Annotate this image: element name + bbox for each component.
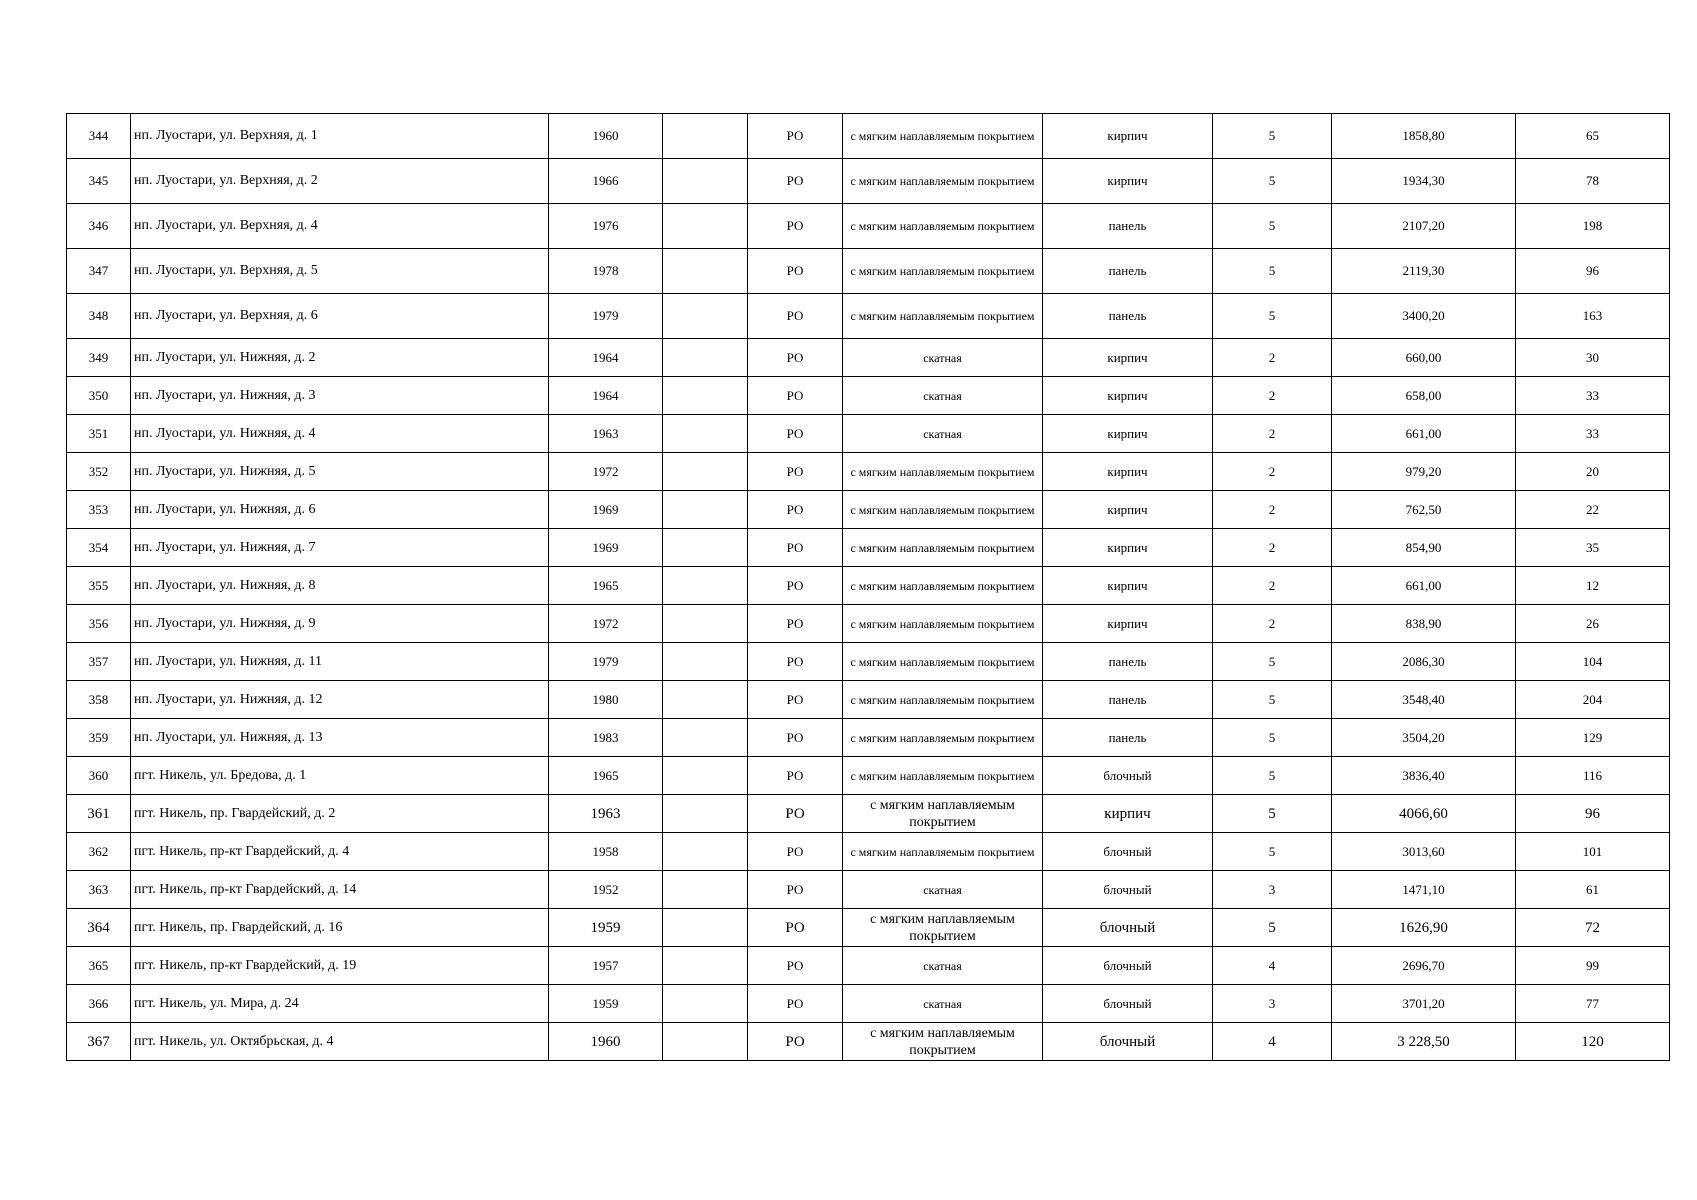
address-cell: нп. Луостари, ул. Нижняя, д. 8	[131, 567, 549, 605]
wall-material-cell: кирпич	[1043, 567, 1213, 605]
floors-cell: 2	[1213, 491, 1332, 529]
residents-cell: 30	[1516, 339, 1670, 377]
area-cell: 4066,60	[1332, 795, 1516, 833]
housing-register-table	[66, 113, 1670, 1061]
residents-cell: 198	[1516, 204, 1670, 249]
roof-type-cell: с мягким наплавляемым покрытием	[843, 491, 1043, 529]
residents-cell: 163	[1516, 294, 1670, 339]
residents-cell: 33	[1516, 415, 1670, 453]
area-cell: 979,20	[1332, 453, 1516, 491]
area-cell: 2086,30	[1332, 643, 1516, 681]
area-cell: 660,00	[1332, 339, 1516, 377]
area-cell: 3013,60	[1332, 833, 1516, 871]
table-row	[67, 719, 1670, 757]
floors-cell: 5	[1213, 643, 1332, 681]
area-cell: 1934,30	[1332, 159, 1516, 204]
program-type-cell: РО	[748, 871, 843, 909]
program-type-cell: РО	[748, 681, 843, 719]
floors-cell: 3	[1213, 871, 1332, 909]
address-cell: нп. Луостари, ул. Нижняя, д. 5	[131, 453, 549, 491]
year-built-cell: 1966	[549, 159, 663, 204]
wall-material-cell: кирпич	[1043, 529, 1213, 567]
roof-type-cell: с мягким наплавляемым покрытием	[843, 453, 1043, 491]
address-cell: нп. Луостари, ул. Верхняя, д. 6	[131, 294, 549, 339]
wall-material-cell: кирпич	[1043, 453, 1213, 491]
address-cell: нп. Луостари, ул. Нижняя, д. 9	[131, 605, 549, 643]
empty-cell	[663, 1023, 748, 1061]
wall-material-cell: панель	[1043, 294, 1213, 339]
area-cell: 1471,10	[1332, 871, 1516, 909]
table-row	[67, 204, 1670, 249]
wall-material-cell: кирпич	[1043, 159, 1213, 204]
floors-cell: 2	[1213, 529, 1332, 567]
program-type-cell: РО	[748, 1023, 843, 1061]
residents-cell: 104	[1516, 643, 1670, 681]
program-type-cell: РО	[748, 339, 843, 377]
empty-cell	[663, 871, 748, 909]
program-type-cell: РО	[748, 159, 843, 204]
year-built-cell: 1958	[549, 833, 663, 871]
empty-cell	[663, 159, 748, 204]
address-cell: нп. Луостари, ул. Нижняя, д. 4	[131, 415, 549, 453]
program-type-cell: РО	[748, 249, 843, 294]
table-row	[67, 833, 1670, 871]
area-cell: 2696,70	[1332, 947, 1516, 985]
empty-cell	[663, 339, 748, 377]
empty-cell	[663, 294, 748, 339]
empty-cell	[663, 377, 748, 415]
program-type-cell: РО	[748, 985, 843, 1023]
year-built-cell: 1965	[549, 757, 663, 795]
wall-material-cell: панель	[1043, 643, 1213, 681]
year-built-cell: 1979	[549, 643, 663, 681]
residents-cell: 12	[1516, 567, 1670, 605]
roof-type-cell: скатная	[843, 871, 1043, 909]
year-built-cell: 1960	[549, 1023, 663, 1061]
floors-cell: 2	[1213, 377, 1332, 415]
residents-cell: 65	[1516, 114, 1670, 159]
area-cell: 661,00	[1332, 415, 1516, 453]
row-number-cell: 360	[67, 757, 131, 795]
residents-cell: 33	[1516, 377, 1670, 415]
year-built-cell: 1959	[549, 909, 663, 947]
wall-material-cell: панель	[1043, 204, 1213, 249]
area-cell: 762,50	[1332, 491, 1516, 529]
area-cell: 2107,20	[1332, 204, 1516, 249]
address-cell: пгт. Никель, пр-кт Гвардейский, д. 19	[131, 947, 549, 985]
table-row	[67, 643, 1670, 681]
wall-material-cell: кирпич	[1043, 114, 1213, 159]
row-number-cell: 354	[67, 529, 131, 567]
empty-cell	[663, 605, 748, 643]
roof-type-cell: скатная	[843, 985, 1043, 1023]
empty-cell	[663, 681, 748, 719]
program-type-cell: РО	[748, 757, 843, 795]
address-cell: нп. Луостари, ул. Нижняя, д. 2	[131, 339, 549, 377]
row-number-cell: 357	[67, 643, 131, 681]
empty-cell	[663, 415, 748, 453]
area-cell: 1858,80	[1332, 114, 1516, 159]
roof-type-cell: с мягким наплавляемым покрытием	[843, 605, 1043, 643]
area-cell: 3548,40	[1332, 681, 1516, 719]
address-cell: пгт. Никель, пр. Гвардейский, д. 2	[131, 795, 549, 833]
empty-cell	[663, 947, 748, 985]
floors-cell: 5	[1213, 204, 1332, 249]
year-built-cell: 1964	[549, 377, 663, 415]
roof-type-cell: с мягким наплавляемым покрытием	[843, 833, 1043, 871]
program-type-cell: РО	[748, 491, 843, 529]
program-type-cell: РО	[748, 719, 843, 757]
year-built-cell: 1978	[549, 249, 663, 294]
empty-cell	[663, 833, 748, 871]
residents-cell: 78	[1516, 159, 1670, 204]
floors-cell: 5	[1213, 833, 1332, 871]
table-row	[67, 985, 1670, 1023]
roof-type-cell: скатная	[843, 377, 1043, 415]
address-cell: нп. Луостари, ул. Верхняя, д. 2	[131, 159, 549, 204]
wall-material-cell: блочный	[1043, 947, 1213, 985]
roof-type-cell: с мягким наплавляемым покрытием	[843, 909, 1043, 947]
floors-cell: 4	[1213, 947, 1332, 985]
floors-cell: 2	[1213, 415, 1332, 453]
address-cell: нп. Луостари, ул. Нижняя, д. 6	[131, 491, 549, 529]
wall-material-cell: кирпич	[1043, 491, 1213, 529]
wall-material-cell: панель	[1043, 719, 1213, 757]
address-cell: пгт. Никель, пр-кт Гвардейский, д. 4	[131, 833, 549, 871]
empty-cell	[663, 757, 748, 795]
year-built-cell: 1976	[549, 204, 663, 249]
residents-cell: 204	[1516, 681, 1670, 719]
residents-cell: 129	[1516, 719, 1670, 757]
area-cell: 3701,20	[1332, 985, 1516, 1023]
row-number-cell: 363	[67, 871, 131, 909]
table-row	[67, 377, 1670, 415]
row-number-cell: 358	[67, 681, 131, 719]
address-cell: нп. Луостари, ул. Нижняя, д. 13	[131, 719, 549, 757]
year-built-cell: 1980	[549, 681, 663, 719]
wall-material-cell: блочный	[1043, 1023, 1213, 1061]
program-type-cell: РО	[748, 377, 843, 415]
address-cell: нп. Луостари, ул. Нижняя, д. 7	[131, 529, 549, 567]
program-type-cell: РО	[748, 453, 843, 491]
address-cell: нп. Луостари, ул. Верхняя, д. 5	[131, 249, 549, 294]
area-cell: 3400,20	[1332, 294, 1516, 339]
table-row	[67, 605, 1670, 643]
roof-type-cell: с мягким наплавляемым покрытием	[843, 795, 1043, 833]
row-number-cell: 344	[67, 114, 131, 159]
residents-cell: 116	[1516, 757, 1670, 795]
residents-cell: 99	[1516, 947, 1670, 985]
table-row	[67, 159, 1670, 204]
address-cell: пгт. Никель, пр. Гвардейский, д. 16	[131, 909, 549, 947]
row-number-cell: 350	[67, 377, 131, 415]
floors-cell: 5	[1213, 909, 1332, 947]
residents-cell: 72	[1516, 909, 1670, 947]
program-type-cell: РО	[748, 294, 843, 339]
residents-cell: 120	[1516, 1023, 1670, 1061]
wall-material-cell: блочный	[1043, 909, 1213, 947]
address-cell: нп. Луостари, ул. Верхняя, д. 4	[131, 204, 549, 249]
empty-cell	[663, 567, 748, 605]
address-cell: пгт. Никель, ул. Октябрьская, д. 4	[131, 1023, 549, 1061]
year-built-cell: 1972	[549, 605, 663, 643]
row-number-cell: 347	[67, 249, 131, 294]
area-cell: 2119,30	[1332, 249, 1516, 294]
roof-type-cell: с мягким наплавляемым покрытием	[843, 1023, 1043, 1061]
residents-cell: 26	[1516, 605, 1670, 643]
address-cell: нп. Луостари, ул. Нижняя, д. 11	[131, 643, 549, 681]
floors-cell: 2	[1213, 453, 1332, 491]
empty-cell	[663, 909, 748, 947]
wall-material-cell: кирпич	[1043, 605, 1213, 643]
roof-type-cell: с мягким наплавляемым покрытием	[843, 567, 1043, 605]
year-built-cell: 1965	[549, 567, 663, 605]
residents-cell: 96	[1516, 795, 1670, 833]
wall-material-cell: кирпич	[1043, 415, 1213, 453]
row-number-cell: 349	[67, 339, 131, 377]
floors-cell: 2	[1213, 605, 1332, 643]
row-number-cell: 346	[67, 204, 131, 249]
roof-type-cell: с мягким наплавляемым покрытием	[843, 294, 1043, 339]
wall-material-cell: блочный	[1043, 871, 1213, 909]
year-built-cell: 1979	[549, 294, 663, 339]
roof-type-cell: с мягким наплавляемым покрытием	[843, 757, 1043, 795]
roof-type-cell: скатная	[843, 339, 1043, 377]
row-number-cell: 359	[67, 719, 131, 757]
empty-cell	[663, 529, 748, 567]
empty-cell	[663, 204, 748, 249]
wall-material-cell: блочный	[1043, 833, 1213, 871]
empty-cell	[663, 453, 748, 491]
floors-cell: 5	[1213, 294, 1332, 339]
floors-cell: 2	[1213, 567, 1332, 605]
roof-type-cell: скатная	[843, 415, 1043, 453]
wall-material-cell: блочный	[1043, 985, 1213, 1023]
year-built-cell: 1983	[549, 719, 663, 757]
row-number-cell: 366	[67, 985, 131, 1023]
table-row	[67, 795, 1670, 833]
program-type-cell: РО	[748, 204, 843, 249]
address-cell: пгт. Никель, пр-кт Гвардейский, д. 14	[131, 871, 549, 909]
floors-cell: 3	[1213, 985, 1332, 1023]
roof-type-cell: с мягким наплавляемым покрытием	[843, 529, 1043, 567]
table-row	[67, 114, 1670, 159]
table-row	[67, 529, 1670, 567]
area-cell: 3 228,50	[1332, 1023, 1516, 1061]
wall-material-cell: кирпич	[1043, 339, 1213, 377]
table-row	[67, 871, 1670, 909]
table-row	[67, 453, 1670, 491]
row-number-cell: 367	[67, 1023, 131, 1061]
year-built-cell: 1960	[549, 114, 663, 159]
area-cell: 658,00	[1332, 377, 1516, 415]
program-type-cell: РО	[748, 833, 843, 871]
table-row	[67, 491, 1670, 529]
year-built-cell: 1963	[549, 795, 663, 833]
year-built-cell: 1969	[549, 529, 663, 567]
floors-cell: 5	[1213, 795, 1332, 833]
program-type-cell: РО	[748, 909, 843, 947]
roof-type-cell: с мягким наплавляемым покрытием	[843, 114, 1043, 159]
area-cell: 3504,20	[1332, 719, 1516, 757]
residents-cell: 20	[1516, 453, 1670, 491]
residents-cell: 22	[1516, 491, 1670, 529]
program-type-cell: РО	[748, 415, 843, 453]
row-number-cell: 352	[67, 453, 131, 491]
table-row	[67, 909, 1670, 947]
floors-cell: 5	[1213, 681, 1332, 719]
row-number-cell: 356	[67, 605, 131, 643]
roof-type-cell: с мягким наплавляемым покрытием	[843, 159, 1043, 204]
floors-cell: 5	[1213, 159, 1332, 204]
area-cell: 1626,90	[1332, 909, 1516, 947]
program-type-cell: РО	[748, 567, 843, 605]
row-number-cell: 362	[67, 833, 131, 871]
empty-cell	[663, 249, 748, 294]
program-type-cell: РО	[748, 643, 843, 681]
empty-cell	[663, 114, 748, 159]
address-cell: нп. Луостари, ул. Нижняя, д. 3	[131, 377, 549, 415]
area-cell: 854,90	[1332, 529, 1516, 567]
area-cell: 661,00	[1332, 567, 1516, 605]
row-number-cell: 365	[67, 947, 131, 985]
floors-cell: 5	[1213, 114, 1332, 159]
wall-material-cell: кирпич	[1043, 377, 1213, 415]
program-type-cell: РО	[748, 795, 843, 833]
year-built-cell: 1957	[549, 947, 663, 985]
wall-material-cell: панель	[1043, 681, 1213, 719]
roof-type-cell: скатная	[843, 947, 1043, 985]
roof-type-cell: с мягким наплавляемым покрытием	[843, 249, 1043, 294]
empty-cell	[663, 985, 748, 1023]
floors-cell: 4	[1213, 1023, 1332, 1061]
area-cell: 838,90	[1332, 605, 1516, 643]
program-type-cell: РО	[748, 114, 843, 159]
row-number-cell: 351	[67, 415, 131, 453]
table-row	[67, 947, 1670, 985]
address-cell: нп. Луостари, ул. Нижняя, д. 12	[131, 681, 549, 719]
table-row	[67, 1023, 1670, 1061]
empty-cell	[663, 643, 748, 681]
year-built-cell: 1963	[549, 415, 663, 453]
residents-cell: 96	[1516, 249, 1670, 294]
roof-type-cell: с мягким наплавляемым покрытием	[843, 681, 1043, 719]
row-number-cell: 361	[67, 795, 131, 833]
row-number-cell: 348	[67, 294, 131, 339]
address-cell: нп. Луостари, ул. Верхняя, д. 1	[131, 114, 549, 159]
table-row	[67, 415, 1670, 453]
row-number-cell: 355	[67, 567, 131, 605]
wall-material-cell: кирпич	[1043, 795, 1213, 833]
row-number-cell: 345	[67, 159, 131, 204]
roof-type-cell: с мягким наплавляемым покрытием	[843, 643, 1043, 681]
roof-type-cell: с мягким наплавляемым покрытием	[843, 204, 1043, 249]
floors-cell: 5	[1213, 757, 1332, 795]
residents-cell: 101	[1516, 833, 1670, 871]
empty-cell	[663, 719, 748, 757]
residents-cell: 77	[1516, 985, 1670, 1023]
floors-cell: 5	[1213, 249, 1332, 294]
empty-cell	[663, 491, 748, 529]
residents-cell: 61	[1516, 871, 1670, 909]
table-row	[67, 567, 1670, 605]
year-built-cell: 1972	[549, 453, 663, 491]
roof-type-cell: с мягким наплавляемым покрытием	[843, 719, 1043, 757]
program-type-cell: РО	[748, 947, 843, 985]
wall-material-cell: панель	[1043, 249, 1213, 294]
program-type-cell: РО	[748, 605, 843, 643]
table-row	[67, 339, 1670, 377]
table-row	[67, 757, 1670, 795]
year-built-cell: 1964	[549, 339, 663, 377]
empty-cell	[663, 795, 748, 833]
floors-cell: 5	[1213, 719, 1332, 757]
address-cell: пгт. Никель, ул. Мира, д. 24	[131, 985, 549, 1023]
row-number-cell: 364	[67, 909, 131, 947]
year-built-cell: 1952	[549, 871, 663, 909]
program-type-cell: РО	[748, 529, 843, 567]
residents-cell: 35	[1516, 529, 1670, 567]
year-built-cell: 1969	[549, 491, 663, 529]
area-cell: 3836,40	[1332, 757, 1516, 795]
floors-cell: 2	[1213, 339, 1332, 377]
table-row	[67, 294, 1670, 339]
row-number-cell: 353	[67, 491, 131, 529]
wall-material-cell: блочный	[1043, 757, 1213, 795]
table-row	[67, 249, 1670, 294]
table-row	[67, 681, 1670, 719]
year-built-cell: 1959	[549, 985, 663, 1023]
address-cell: пгт. Никель, ул. Бредова, д. 1	[131, 757, 549, 795]
